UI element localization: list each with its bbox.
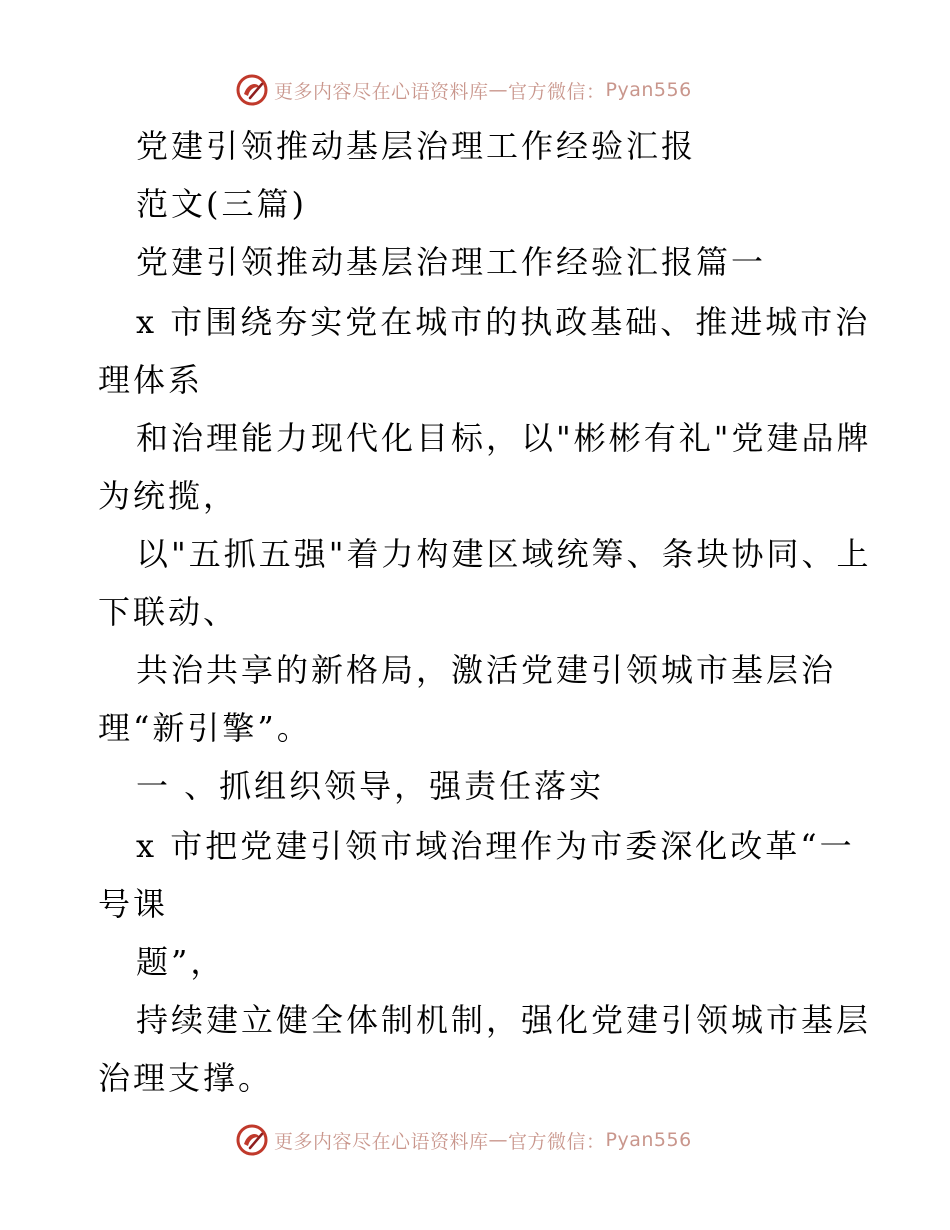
paragraph-line: 题”， (136, 943, 226, 981)
paragraph-line: x 市围绕夯实党在城市的执政基础、推进城市治 (136, 303, 871, 341)
paragraph-line: 治理支撑。 (98, 1059, 274, 1097)
document-title-line-1: 党建引领推动基层治理工作经验汇报 (136, 127, 697, 165)
section-heading-part-one: 党建引领推动基层治理工作经验汇报篇一 (136, 243, 767, 281)
watermark-wechat-label: 官方微信： (508, 80, 606, 103)
paragraph-line: 共治共享的新格局，激活党建引领城市基层治 (136, 651, 837, 689)
red-swirl-logo-icon (236, 1124, 268, 1156)
paragraph-line: x 市把党建引领市域治理作为市委深化改革“一 (136, 827, 855, 865)
paragraph-line: 持续建立健全体制机制，强化党建引领城市基层 (136, 1001, 872, 1039)
paragraph-line: 号课 (98, 885, 169, 923)
watermark-wechat-id: Pyan556 (605, 1129, 692, 1151)
paragraph-line: 以"五抓五强"着力构建区域统筹、条块协同、上 (136, 535, 872, 573)
subsection-heading: 一 、抓组织领导，强责任落实 (136, 767, 605, 805)
watermark-wechat-id: Pyan556 (605, 79, 692, 101)
watermark-brand-text: 更多内容尽在心语资料库 (274, 80, 489, 103)
red-swirl-logo-icon (236, 74, 268, 106)
watermark-header (236, 72, 756, 108)
watermark-brand-text: 更多内容尽在心语资料库 (274, 1130, 489, 1153)
watermark-wechat-label: 官方微信： (508, 1130, 606, 1153)
watermark-footer (236, 1122, 756, 1158)
document-title-line-2: 范文(三篇) (136, 185, 307, 223)
paragraph-line: 理“新引擎”。 (98, 709, 312, 747)
paragraph-line: 下联动、 (98, 593, 239, 631)
paragraph-line: 和治理能力现代化目标，以"彬彬有礼"党建品牌 (136, 419, 872, 457)
watermark-separator: — (488, 1129, 509, 1151)
paragraph-line: 为统揽， (98, 477, 239, 515)
paragraph-line: 理体系 (98, 361, 204, 399)
watermark-separator: — (488, 79, 509, 101)
